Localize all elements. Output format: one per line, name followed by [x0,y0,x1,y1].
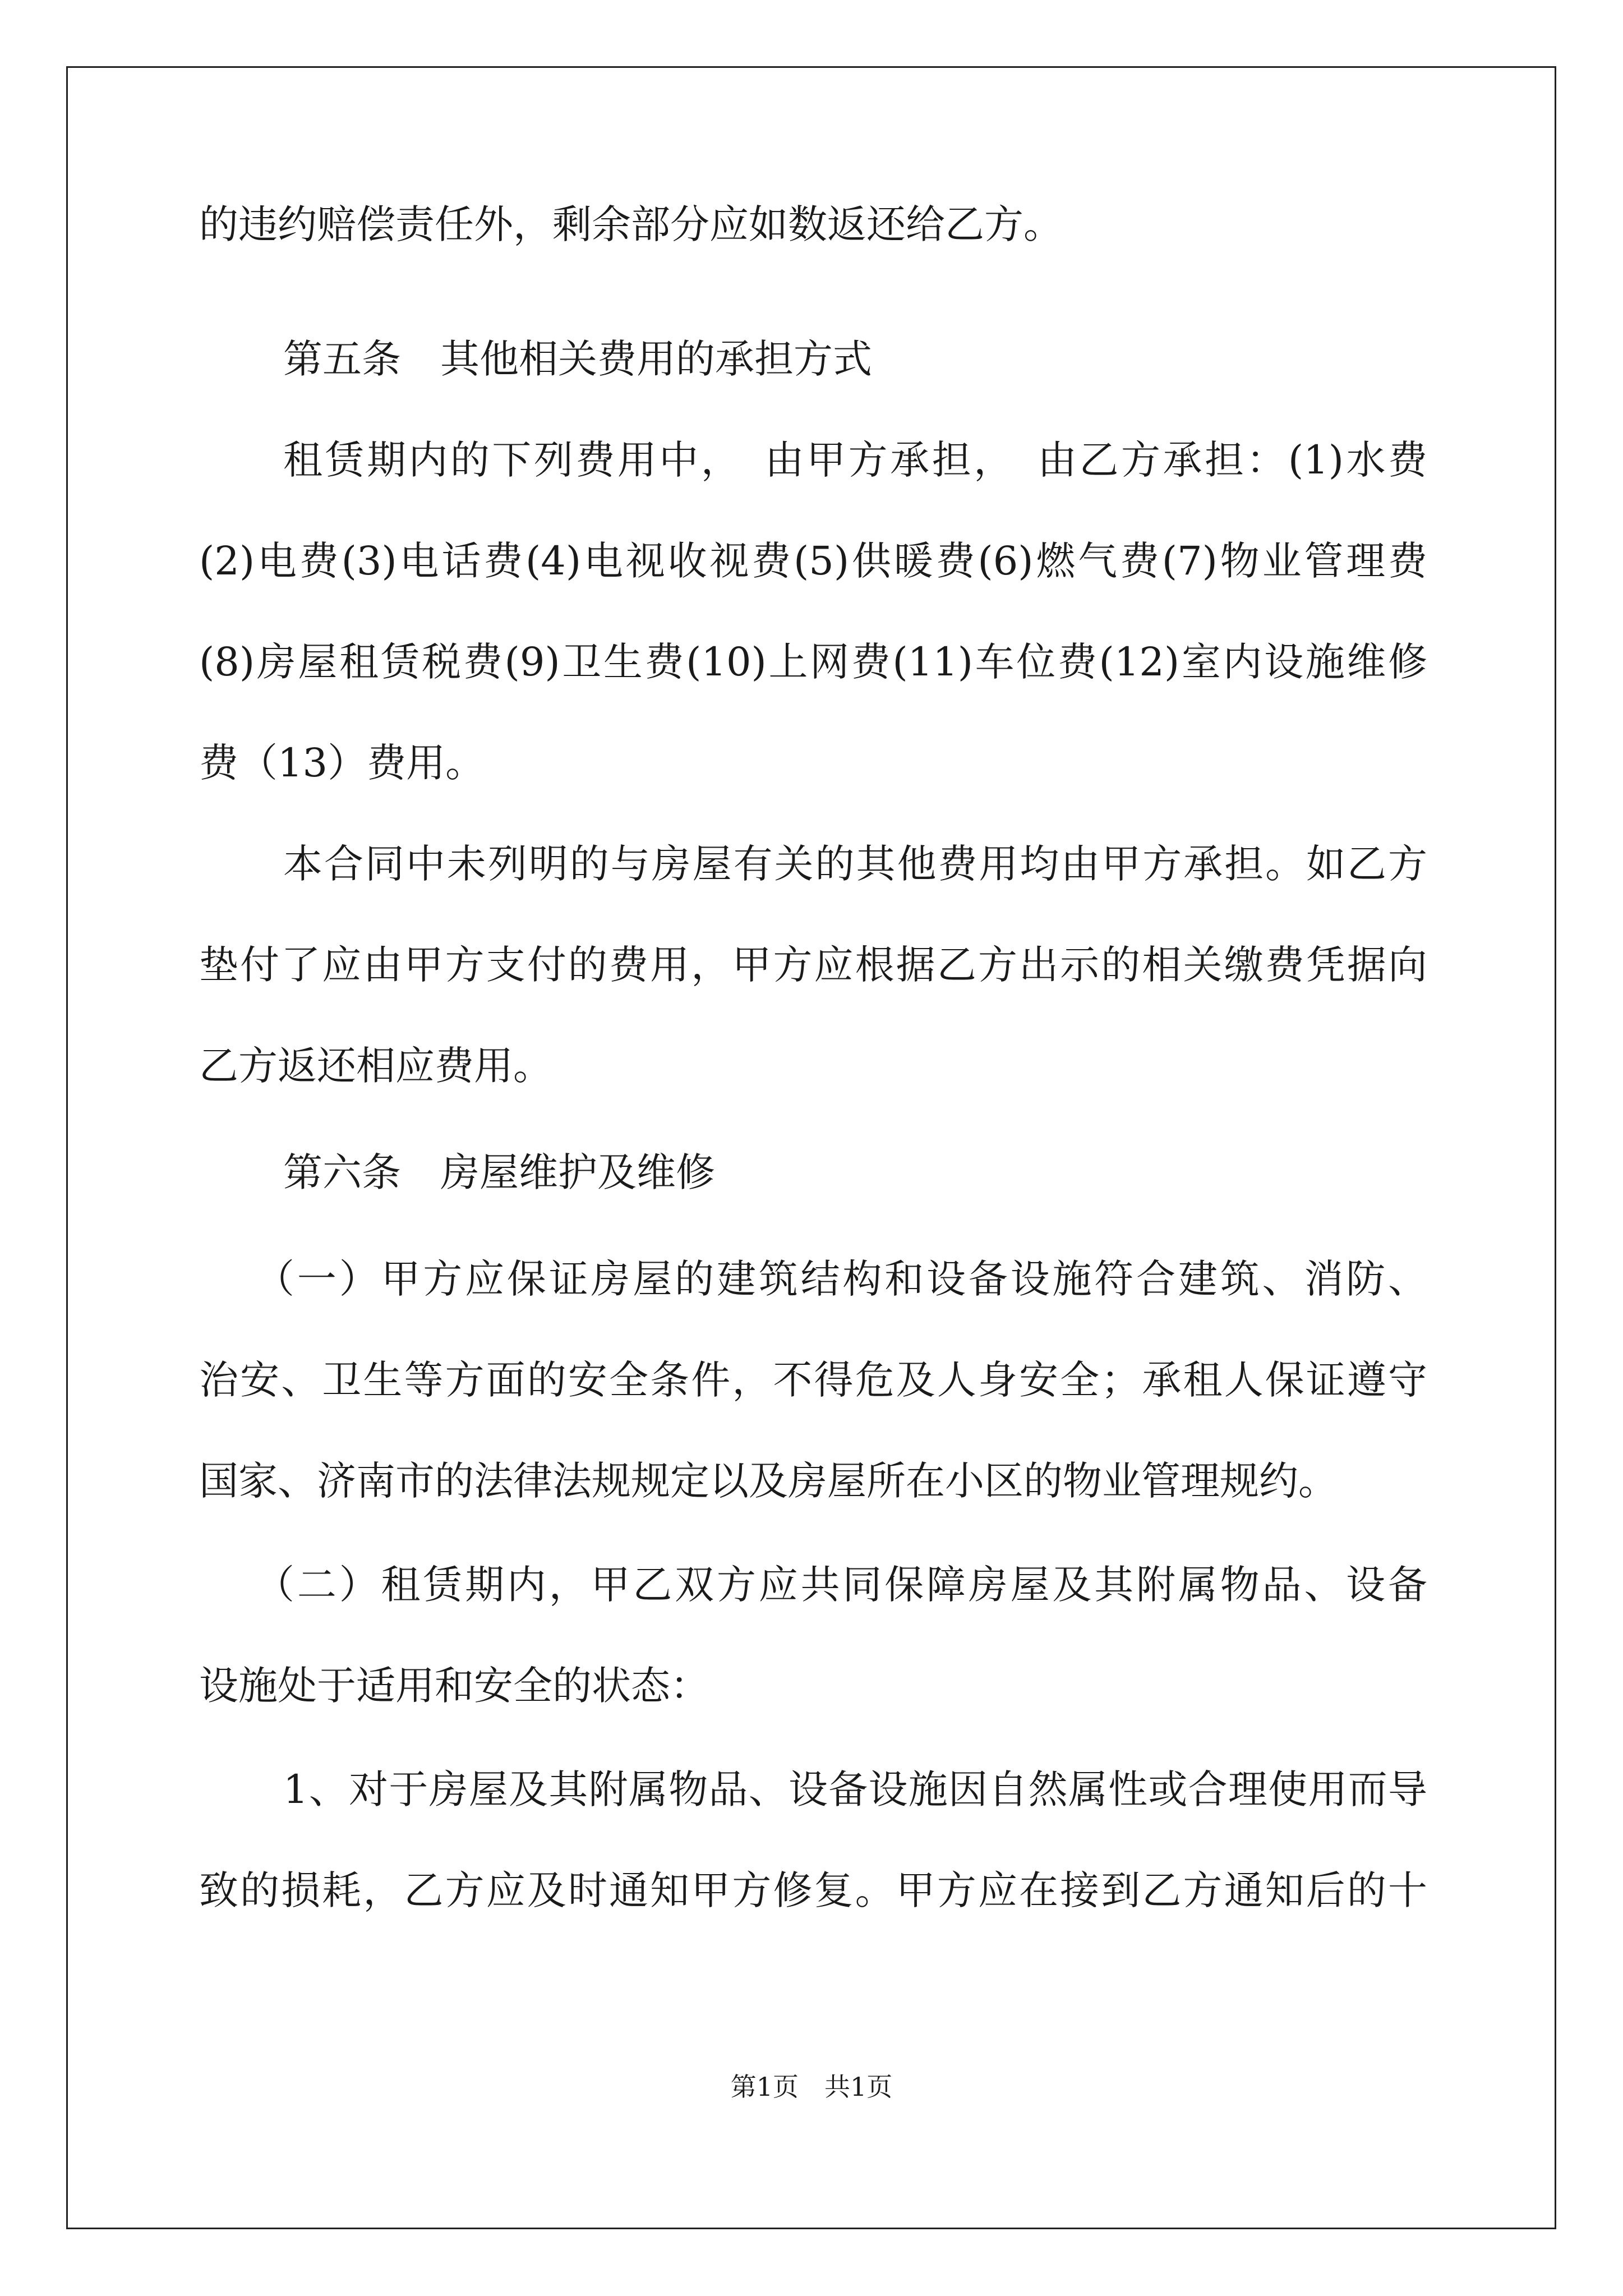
text-line: (2)电费(3)电话费(4)电视收视费(5)供暖费(6)燃气费(7)物业管理费 [199,538,1427,584]
text-line: 本合同中未列明的与房屋有关的其他费用均由甲方承担。如乙方 [283,841,1427,887]
text-line: (8)房屋租赁税费(9)卫生费(10)上网费(11)车位费(12)室内设施维修 [199,639,1427,685]
text-line: 费（13）费用。 [199,740,485,786]
page-footer: 第1页 共1页 [730,2072,893,2102]
article-heading: 第六条 房屋维护及维修 [283,1149,715,1195]
article-heading: 第五条 其他相关费用的承担方式 [283,336,872,382]
text-line: 国家、济南市的法律法规规定以及房屋所在小区的物业管理规约。 [199,1458,1338,1504]
text-line: 治安、卫生等方面的安全条件，不得危及人身安全；承租人保证遵守 [199,1357,1427,1403]
text-line: 设施处于适用和安全的状态： [199,1663,709,1709]
text-line: （二）租赁期内，甲乙双方应共同保障房屋及其附属物品、设备 [255,1562,1427,1608]
text-line: 致的损耗，乙方应及时通知甲方修复。甲方应在接到乙方通知后的十 [199,1867,1427,1913]
text-line: 1、对于房屋及其附属物品、设备设施因自然属性或合理使用而导 [283,1766,1427,1812]
text-line: 的违约赔偿责任外，剩余部分应如数返还给乙方。 [199,201,1063,247]
text-line: 垫付了应由甲方支付的费用，甲方应根据乙方出示的相关缴费凭据向 [199,942,1427,988]
text-line: 乙方返还相应费用。 [199,1043,552,1089]
text-line: （一）甲方应保证房屋的建筑结构和设备设施符合建筑、消防、 [255,1256,1427,1302]
text-line: 租赁期内的下列费用中， 由甲方承担， 由乙方承担：(1)水费 [283,437,1427,483]
